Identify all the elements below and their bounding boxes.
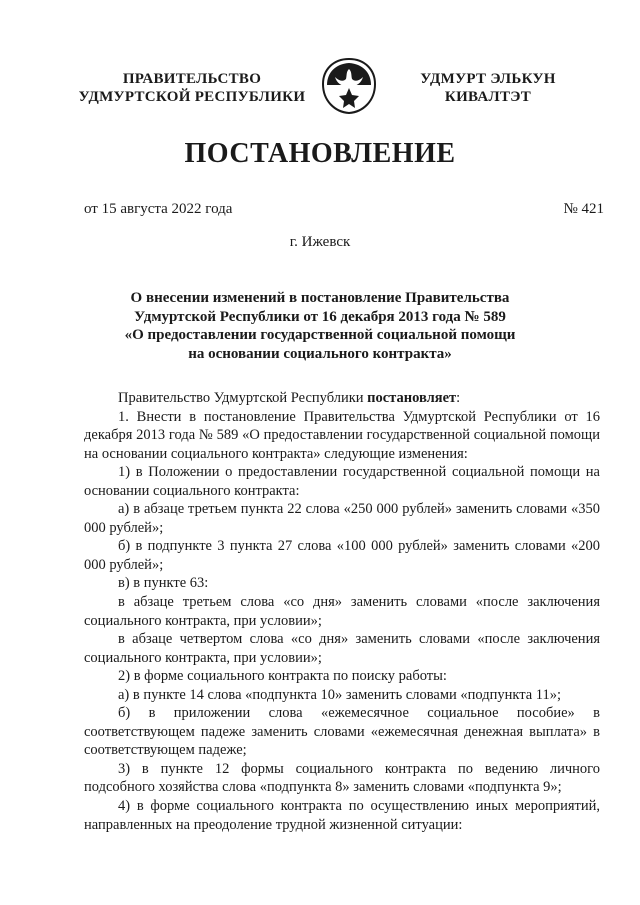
paragraph-3: а) в абзаце третьем пункта 22 слова «250 000 рублей» заменить словами «350 000 рублей»; bbox=[84, 501, 600, 536]
intro-keyword: постановляет bbox=[367, 390, 457, 406]
intro-paragraph bbox=[84, 389, 600, 408]
paragraph-4: б) в подпункте 3 пункта 27 слова «100 000 рублей» заменить словами «200 000 рублей»; bbox=[84, 538, 600, 573]
paragraph-9: а) в пункте 14 слова «подпункта 10» заменить словами «подпункта 11»; bbox=[118, 686, 562, 703]
intro-suffix: : bbox=[456, 390, 461, 406]
title-line-2: Удмуртской Республики от 16 декабря 2013 года № 589 bbox=[134, 308, 506, 325]
paragraph-8: 2) в форме социального контракта по поиску работы: bbox=[118, 668, 447, 685]
title-line-4: на основании социального контракта» bbox=[188, 345, 452, 362]
document-type-heading: ПОСТАНОВЛЕНИЕ bbox=[184, 138, 456, 169]
title-line-3: «О предоставлении государственной социальной помощи bbox=[124, 327, 516, 343]
paragraph-5: в) в пункте 63: bbox=[118, 575, 209, 592]
document-body bbox=[84, 389, 600, 834]
org-name-russian bbox=[72, 70, 312, 106]
document-number: № 421 bbox=[563, 201, 604, 217]
org-name-udmurt bbox=[388, 70, 588, 106]
paragraph-1: 1. Внести в постановление Правительства Удмуртской Республики от 16 декабря 2013 года № 589 «О предоставлении государственной социальной помощи на основании социального контракта» следующие изменения: bbox=[84, 408, 600, 462]
org-right-line-1: УДМУРТ ЭЛЬКУН bbox=[420, 71, 556, 87]
document-city: г. Ижевск bbox=[289, 234, 351, 250]
paragraph-7: в абзаце четвертом слова «со дня» заменить словами «после заключения социального контракта, при условии»; bbox=[84, 631, 600, 666]
intro-prefix: Правительство Удмуртской Республики bbox=[118, 390, 368, 406]
paragraph-11: 3) в пункте 12 формы социального контракта по ведению личного подсобного хозяйства слова «подпункта 8» заменить словами «подпункта 9»; bbox=[84, 760, 600, 796]
org-left-line-2: УДМУРТСКОЙ РЕСПУБЛИКИ bbox=[78, 89, 306, 105]
paragraph-2: 1) в Положении о предоставлении государственной социальной помощи на основании социального контракта: bbox=[84, 464, 600, 499]
paragraph-6: в абзаце третьем слова «со дня» заменить словами «после заключения социального контракта, при условии»; bbox=[84, 594, 600, 629]
document-date: от 15 августа 2022 года bbox=[84, 201, 233, 217]
org-left-line-1: ПРАВИТЕЛЬСТВО bbox=[122, 71, 262, 87]
document-title bbox=[110, 289, 530, 363]
paragraph-12: 4) в форме социального контракта по осуществлению иных мероприятий, направленных на преодоление трудной жизненной ситуации: bbox=[84, 798, 600, 833]
paragraph-10: б) в приложении слова «ежемесячное социальное пособие» в соответствующем падеже заменить словами «ежемесячная денежная выплата» в соответствующем падеже; bbox=[84, 705, 600, 759]
org-right-line-2: КИВАЛТЭТ bbox=[444, 89, 532, 105]
coat-of-arms-emblem-icon bbox=[321, 57, 377, 115]
title-line-1: О внесении изменений в постановление Правительства bbox=[130, 290, 510, 306]
